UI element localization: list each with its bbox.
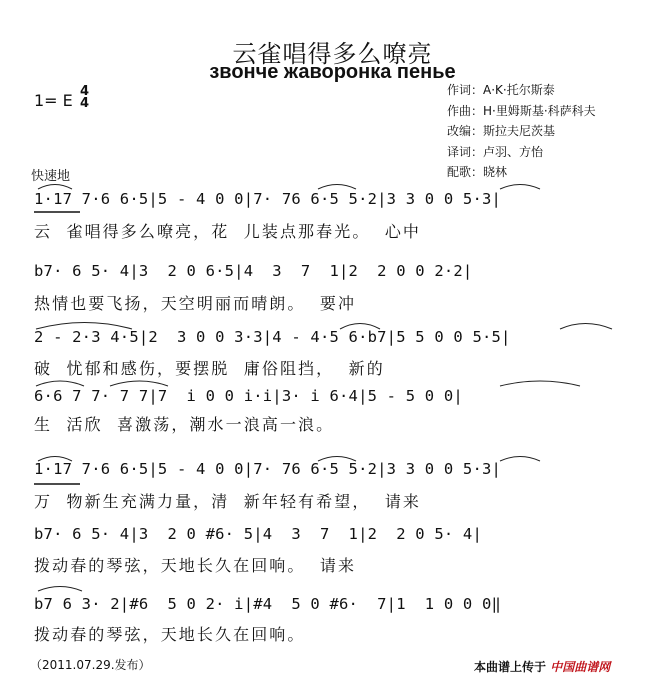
site-logo[interactable]: 中国曲谱网 bbox=[550, 660, 611, 674]
credit-lyricist: 作词：A·K·托尔斯泰 bbox=[447, 83, 555, 97]
credit-arranger: 改编：斯拉夫尼茨基 bbox=[447, 124, 556, 138]
lyrics-line-4: 生 活欣 喜激荡，潮水一浪高一浪。 bbox=[34, 415, 335, 434]
time-signature-top: 4 bbox=[80, 84, 90, 99]
source-credit bbox=[474, 658, 610, 675]
notation-line-6: b7· 6 5· 4|3 2 0 #6· 5|4 3 7 1|2 2 0 5· 4| bbox=[34, 525, 482, 543]
tempo-marking: 快速地 bbox=[31, 169, 71, 184]
song-title-chinese: 云雀唱得多么嘹亮 bbox=[232, 40, 433, 68]
publish-date: （2011.07.29.发布） bbox=[30, 658, 151, 672]
lyrics-line-2: 热情也要飞扬，天空明丽而晴朗。 要冲 bbox=[34, 294, 357, 313]
notation-line-5: 1·17 7·6 6·5|5 - 4 0 0|7· 76 6·5 5·2|3 3 0 0 5·3| bbox=[34, 460, 502, 478]
notation-line-4: 6·6 7 7· 7 7|7 i 0 0 i·i|3· i 6·4|5 - 5 0 0| bbox=[34, 387, 463, 405]
key-signature: 1= E bbox=[34, 91, 73, 110]
credit-adapter: 配歌：晓林 bbox=[447, 165, 508, 179]
lyrics-line-5: 万 物新生充满力量，清 新年轻有希望， 请来 bbox=[34, 492, 422, 511]
lyrics-line-7: 拨动春的琴弦，天地长久在回响。 bbox=[34, 625, 306, 644]
notation-line-2: b7· 6 5· 4|3 2 0 6·5|4 3 7 1|2 2 0 0 2·2| bbox=[34, 262, 473, 280]
lyrics-line-1: 云 雀唱得多么嘹亮，花 儿装点那春光。 心中 bbox=[34, 222, 422, 241]
upload-note: 本曲谱上传于 bbox=[474, 660, 547, 674]
credit-translator: 译词：卢羽、方怡 bbox=[447, 144, 544, 159]
song-title-russian: звонче жаворонка пенье bbox=[209, 61, 456, 83]
notation-line-1: 1·17 7·6 6·5|5 - 4 0 0|7· 76 6·5 5·2|3 3 0 0 5·3| bbox=[34, 190, 502, 208]
time-signature-bottom: 4 bbox=[80, 96, 90, 111]
credit-composer: 作曲：H·里姆斯基·科萨科夫 bbox=[447, 103, 596, 118]
lyrics-line-3: 破 忧郁和感伤，要摆脱 庸俗阻挡， 新的 bbox=[34, 359, 385, 378]
notation-line-7: b7 6 3· 2|#6 5 0 2· i|#4 5 0 #6· 7|1 1 0 0 0‖ bbox=[34, 595, 502, 613]
notation-line-3: 2 - 2·3 4·5|2 3 0 0 3·3|4 - 4·5 6·b7|5 5 0 0 5·5| bbox=[34, 328, 511, 346]
lyrics-line-6: 拨动春的琴弦，天地长久在回响。 请来 bbox=[34, 556, 357, 575]
